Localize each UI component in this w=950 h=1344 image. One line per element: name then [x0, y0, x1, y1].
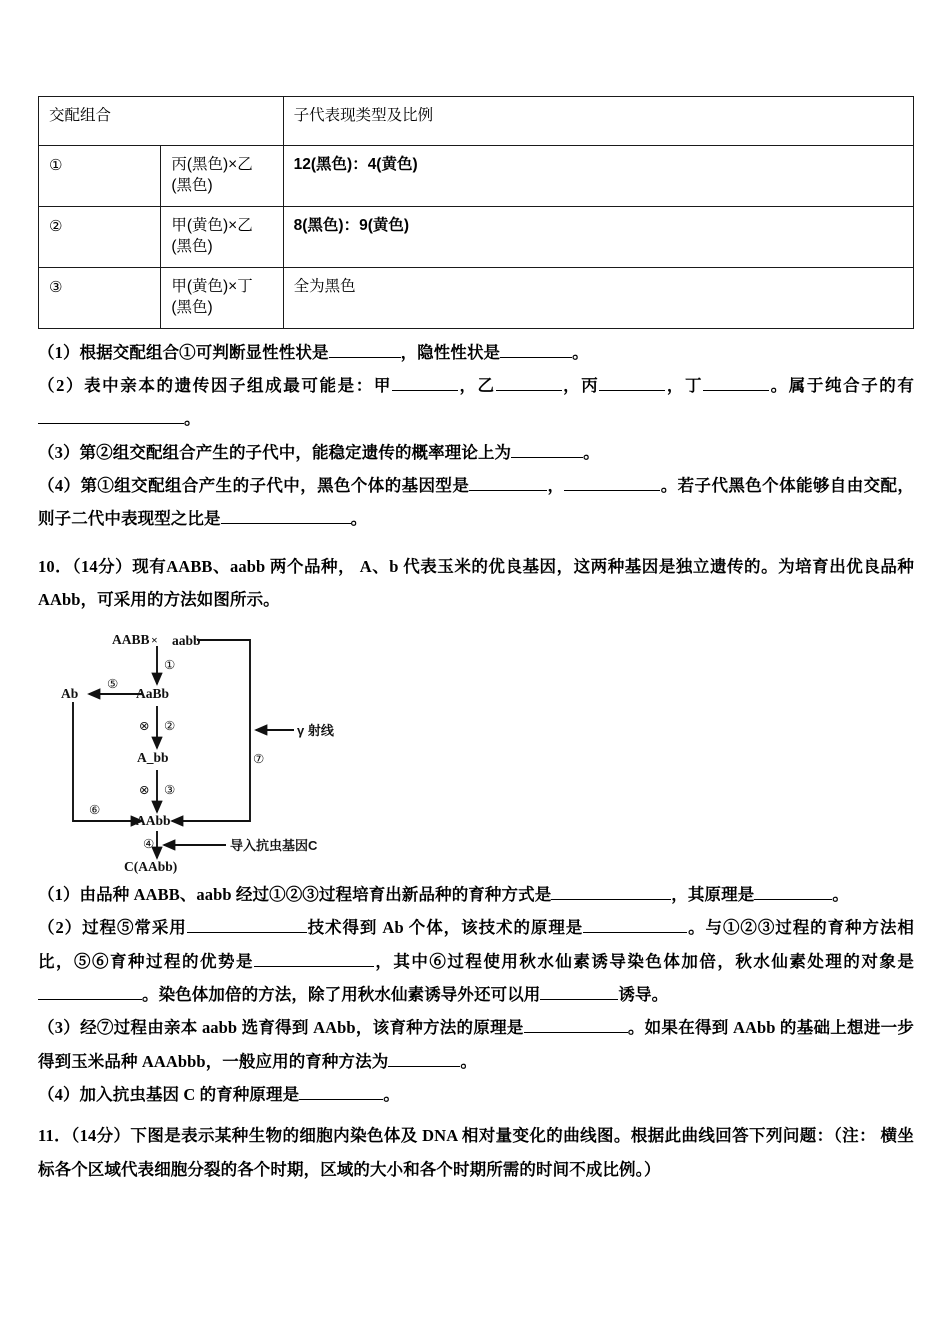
q9-p2-text-f: 。 [184, 409, 201, 429]
answer-blank[interactable] [38, 407, 142, 425]
diagram-step-5-label: ⑤ [107, 676, 119, 692]
q10-p2-text-b: 技术得到 Ab 个体，该技术的原理是 [306, 918, 584, 938]
arrow-step-7 [172, 640, 250, 821]
question11-score: （14分） [70, 1126, 131, 1146]
q10-p2-text-c: 。与①②③过程的育种方法 [687, 918, 898, 938]
arrow-step-6 [73, 702, 142, 821]
q9-p1-text-a: （1）根据交配组合①可判断显性性状是 [38, 342, 329, 362]
answer-blank[interactable] [540, 983, 618, 1001]
q10-p4-text-b: 。 [383, 1085, 400, 1105]
question10-stem [38, 550, 914, 617]
table-row [39, 206, 914, 267]
q10-p2-text-f: 是 [897, 951, 914, 971]
answer-blank[interactable] [564, 473, 660, 491]
answer-blank[interactable] [221, 507, 351, 525]
q9-p2-text-e: 。属于纯合子的有 [769, 375, 915, 395]
row-offspring-3: 全为黑色 [283, 267, 913, 328]
question9-part4 [38, 469, 914, 536]
circled-number: ② [49, 216, 63, 235]
self-cross-icon: ⊗ [139, 782, 150, 798]
diagram-step-1-label: ① [164, 657, 176, 673]
q10-p1-text-b: ，其原理是 [671, 885, 755, 905]
table-row [39, 146, 914, 207]
question9-part1 [38, 336, 914, 369]
answer-blank[interactable] [299, 1083, 383, 1101]
cross-combination-table [38, 96, 914, 329]
row-id-3 [39, 267, 161, 328]
answer-blank[interactable] [254, 949, 374, 967]
answer-blank[interactable] [388, 1049, 460, 1067]
question10-part4 [38, 1078, 914, 1111]
q10-p3-text-c: 步得到玉米品种 AAAbbb，一般应用的育种方法为 [38, 1018, 914, 1071]
question10-part2 [38, 911, 914, 1011]
diagram-lines-svg [54, 626, 384, 874]
answer-blank[interactable] [142, 407, 184, 425]
question9-part2 [38, 369, 914, 436]
question11-line2: 横坐标各个区域代表细胞分裂的各个时期，区域的大小和各个时期所需的时间不成比例。） [38, 1126, 914, 1179]
q10-p2-text-h: 诱导。 [618, 985, 669, 1005]
question11-stem [38, 1119, 914, 1186]
q10-p2-text-d: 相比，⑤⑥育种过程的优势是 [38, 918, 915, 971]
table-row [39, 267, 914, 328]
diagram-step-7-label: ⑦ [253, 751, 265, 767]
answer-blank[interactable] [496, 373, 562, 391]
breeding-scheme-diagram [54, 626, 384, 874]
diagram-node-target: AAbb [136, 813, 171, 829]
q10-p2-text-g: 。染色体加倍的方法，除了用秋水仙素诱导外还可以用 [142, 985, 541, 1005]
q9-p3-text-a: （3）第②组交配组合产生的子代中，能稳定遗传的概率理论上为 [38, 442, 512, 462]
self-cross-icon: ⊗ [139, 718, 150, 734]
question10-score: （14分） [72, 556, 133, 576]
diagram-node-f2: A_bb [137, 750, 169, 766]
q10-p2-text-a: （2）过程⑤常采用 [38, 918, 187, 938]
answer-blank[interactable] [500, 340, 572, 358]
question11-number: 11． [38, 1126, 71, 1146]
header-cell-offspring: 子代表现类型及比例 [283, 97, 913, 146]
answer-blank[interactable] [703, 373, 769, 391]
answer-blank[interactable] [754, 883, 832, 901]
diagram-step-4-label: ④ [143, 836, 155, 852]
page-content [38, 96, 914, 1186]
q10-p1-text-a: （1）由品种 AABB、aabb 经过①②③过程培育出新品种的育种方式是 [38, 885, 552, 905]
diagram-node-final: C(AAbb) [124, 859, 178, 875]
row-offspring-1: 12(黑色)：4(黄色) [283, 146, 913, 207]
circled-number: ① [49, 156, 63, 174]
question10-part3 [38, 1011, 914, 1078]
diagram-step-6-label: ⑥ [89, 802, 101, 818]
diagram-cross-symbol: × [151, 633, 158, 648]
answer-blank[interactable] [392, 373, 458, 391]
row-id-1 [39, 146, 161, 207]
q9-p4-text-e: 。 [350, 509, 368, 529]
q10-p2-text-e: ，其中⑥过程使用秋水仙素诱导染色体加倍，秋水仙素处理的对象 [374, 951, 898, 971]
q9-p2-text-b: ，乙 [457, 375, 496, 395]
q9-p1-text-b: ，隐性性状是 [400, 342, 501, 362]
q10-p1-text-c: 。 [832, 885, 849, 905]
diagram-step-3-label: ③ [164, 782, 176, 798]
q10-p3-text-b: 。如果在得到 AAbb 的基础上想进一 [627, 1018, 898, 1038]
question9-part3 [38, 436, 914, 469]
diagram-node-haploid: Ab [61, 686, 79, 702]
q9-p4-text-b: ， [547, 475, 565, 495]
q9-p2-text-c: ，丙 [561, 375, 600, 395]
row-cross-2: 甲(黄色)×乙(黑色) [161, 206, 283, 267]
q10-p3-text-a: （3）经⑦过程由亲本 aabb 选育得到 AAbb，该育种方法的原理是 [38, 1018, 524, 1038]
row-id-2 [39, 206, 161, 267]
diagram-annotation-gene-c: 导入抗虫基因C [230, 838, 318, 854]
q9-p3-text-b: 。 [583, 442, 600, 462]
q10-p4-text-a: （4）加入抗虫基因 C 的育种原理是 [38, 1085, 300, 1105]
diagram-node-parent-right: aabb [172, 633, 201, 649]
diagram-step-2-label: ② [164, 718, 176, 734]
answer-blank[interactable] [551, 883, 671, 901]
answer-blank[interactable] [599, 373, 665, 391]
diagram-node-f1: AaBb [136, 686, 170, 702]
question11-line1: 下图是表示某种生物的细胞内染色体及 DNA 相对量变化的曲线图。根据此曲线回答下列问题：（注： [130, 1126, 876, 1146]
diagram-annotation-gamma: γ 射线 [297, 723, 334, 739]
question10-part1 [38, 878, 914, 911]
q9-p4-text-d: 则子二代中表现型之比是 [38, 509, 221, 529]
table-header-row [39, 97, 914, 146]
header-cell-cross: 交配组合 [39, 97, 284, 146]
q10-p3-text-d: 。 [460, 1051, 477, 1071]
q9-p1-text-c: 。 [572, 342, 589, 362]
question10-stem-line1: 现有AABB、aabb 两个品种， A、b 代表玉米的优良基因，这两种基因是独立遗传的。为培育出优良品种 [132, 556, 914, 576]
row-offspring-2: 8(黑色)：9(黄色) [283, 206, 913, 267]
answer-blank[interactable] [524, 1016, 628, 1034]
row-cross-3: 甲(黄色)×丁(黑色) [161, 267, 283, 328]
q9-p2-text-d: ，丁 [665, 375, 704, 395]
answer-blank[interactable] [511, 440, 583, 458]
q9-p2-text-a: （2）表中亲本的遗传因子组成最可能是：甲 [38, 375, 392, 395]
question10-number: 10． [38, 556, 73, 576]
answer-blank[interactable] [469, 473, 547, 491]
q9-p4-text-a: （4）第①组交配组合产生的子代中，黑色个体的基因型是 [38, 475, 470, 495]
question10-stem-line2: AAbb，可采用的方法如图所示。 [38, 589, 280, 609]
q9-p4-text-c: 。若子代黑色个体能够自由交配， [660, 475, 914, 495]
answer-blank[interactable] [329, 340, 401, 358]
answer-blank[interactable] [583, 916, 687, 934]
row-cross-1: 丙(黑色)×乙(黑色) [161, 146, 283, 207]
answer-blank[interactable] [187, 916, 307, 934]
answer-blank[interactable] [38, 983, 142, 1001]
diagram-node-parent-left: AABB [112, 632, 150, 648]
circled-number: ③ [49, 277, 63, 296]
